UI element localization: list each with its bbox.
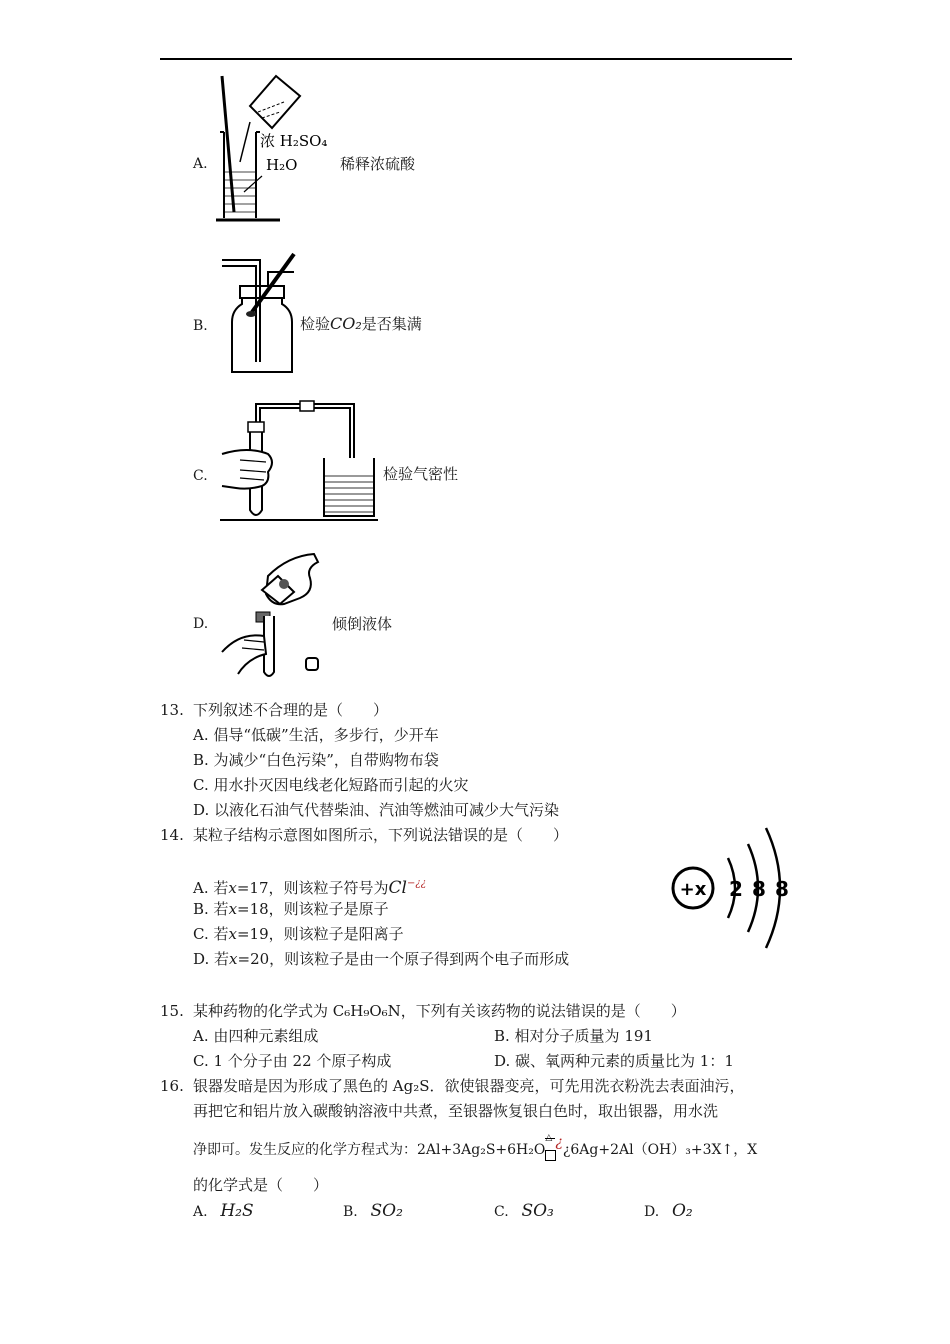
- dilute-acid-figure: [210, 72, 345, 224]
- option-b-caption-suffix: 是否集满: [361, 315, 422, 333]
- q13-stem: 下列叙述不合理的是（ ）: [193, 701, 389, 719]
- q13-number: 13.: [160, 701, 184, 719]
- option-d-letter: D.: [193, 616, 209, 632]
- q15-number: 15.: [160, 1002, 184, 1020]
- q15-stem: 某种药物的化学式为 C₆H₉O₆N，下列有关该药物的说法错误的是（ ）: [193, 1002, 686, 1020]
- q15-option-d: D. 碳、氧两种元素的质量比为 1：1: [494, 1052, 734, 1070]
- atom-structure-diagram: [668, 822, 794, 954]
- header-rule: [160, 58, 792, 60]
- heat-symbol: △: [545, 1133, 553, 1143]
- q16-option-a: [193, 1201, 254, 1222]
- q14-option-c: [193, 924, 404, 944]
- q14-b-var: x: [228, 900, 238, 918]
- shell-2-electrons: 8: [752, 877, 766, 901]
- q16-option-d: [644, 1201, 693, 1222]
- q14-c-var: x: [228, 925, 237, 943]
- q14-option-b: [193, 899, 389, 919]
- q14-b-post: =18，则该粒子是原子: [237, 900, 389, 918]
- q13-option-a: A. 倡导“低碳”生活，多步行，少开车: [193, 726, 439, 744]
- q16-line-3: [193, 1133, 758, 1160]
- q14-d-pre: D. 若: [193, 950, 230, 968]
- q16-eq-mark: ¿: [555, 1134, 563, 1150]
- q16-b-letter: B.: [343, 1204, 358, 1220]
- shell-3-electrons: 8: [775, 877, 789, 901]
- option-b-caption-prefix: 检验: [300, 315, 331, 333]
- q16-option-c: [494, 1201, 554, 1222]
- option-a-letter: A.: [193, 156, 208, 172]
- q14-c-pre: C. 若: [193, 925, 229, 943]
- q16-c-letter: C.: [494, 1204, 509, 1220]
- airtight-figure: [218, 396, 380, 524]
- nucleus-label: +x: [679, 879, 707, 900]
- q14-a-post: =17，则该粒子符号为: [236, 879, 389, 897]
- q15-option-c: C. 1 个分子由 22 个原子构成: [193, 1052, 392, 1070]
- q16-c-formula: SO₃: [521, 1201, 554, 1221]
- q16-a-letter: A.: [193, 1204, 208, 1220]
- q16-number: 16.: [160, 1077, 184, 1095]
- q15-option-b: B. 相对分子质量为 191: [494, 1027, 653, 1045]
- option-c-caption: 检验气密性: [383, 465, 459, 483]
- q16-line-2: 再把它和铝片放入碳酸钠溶液中共煮，至银器恢复银白色时，取出银器，用水洗: [193, 1102, 719, 1120]
- q13-option-d: D. 以液化石油气代替柴油、汽油等燃油可减少大气污染: [193, 801, 560, 819]
- q14-a-ion: −¿¿: [406, 878, 427, 889]
- q15-option-a: A. 由四种元素组成: [193, 1027, 319, 1045]
- option-a-caption: 稀释浓硫酸: [340, 155, 416, 173]
- q16-d-letter: D.: [644, 1204, 660, 1220]
- fig-acid-label: 浓 H₂SO₄: [260, 132, 328, 150]
- q16-line-4: 的化学式是（ ）: [193, 1176, 329, 1194]
- shell-1-electrons: 2: [729, 877, 743, 901]
- fig-water-label: H₂O: [266, 156, 298, 174]
- q14-stem: 某粒子结构示意图如图所示，下列说法错误的是（ ）: [193, 826, 569, 844]
- q14-option-a: [193, 874, 426, 898]
- q14-d-post: =20，则该粒子是由一个原子得到两个电子而形成: [237, 950, 570, 968]
- q14-d-var: x: [229, 950, 238, 968]
- q16-eq-right: ¿6Ag+2Al（OH）₃+3X↑，X: [562, 1142, 758, 1158]
- q13-option-c: C. 用水扑灭因电线老化短路而引起的火灾: [193, 776, 469, 794]
- q16-a-formula: H₂S: [220, 1201, 254, 1221]
- option-b-caption: [300, 314, 422, 334]
- q16-eq-left: 净即可。发生反应的化学方程式为：2Al+3Ag₂S+6H₂O: [193, 1142, 546, 1158]
- q16-d-formula: O₂: [671, 1201, 693, 1221]
- option-d-caption: 倾倒液体: [332, 615, 393, 633]
- q14-option-d: [193, 949, 569, 969]
- q16-option-b: [343, 1201, 403, 1222]
- co2-bottle-figure: [218, 252, 298, 378]
- q14-a-pre: A. 若: [193, 879, 229, 897]
- q14-number: 14.: [160, 826, 184, 844]
- option-c-letter: C.: [193, 468, 208, 484]
- option-b-formula: CO₂: [330, 314, 362, 333]
- q16-line-1: 银器发暗是因为形成了黑色的 Ag₂S．欲使银器变亮，可先用洗衣粉洗去表面油污，: [193, 1077, 745, 1095]
- option-b-letter: B.: [193, 318, 208, 334]
- q16-eq-condition: [545, 1133, 555, 1160]
- q14-a-var: x: [228, 879, 237, 897]
- q14-c-post: =19，则该粒子是阳离子: [236, 925, 404, 943]
- q14-a-formula: Cl: [388, 878, 407, 898]
- q16-b-formula: SO₂: [370, 1201, 403, 1221]
- q14-b-pre: B. 若: [193, 900, 229, 918]
- pour-liquid-figure: [214, 546, 326, 682]
- q13-option-b: B. 为减少“白色污染”，自带购物布袋: [193, 751, 439, 769]
